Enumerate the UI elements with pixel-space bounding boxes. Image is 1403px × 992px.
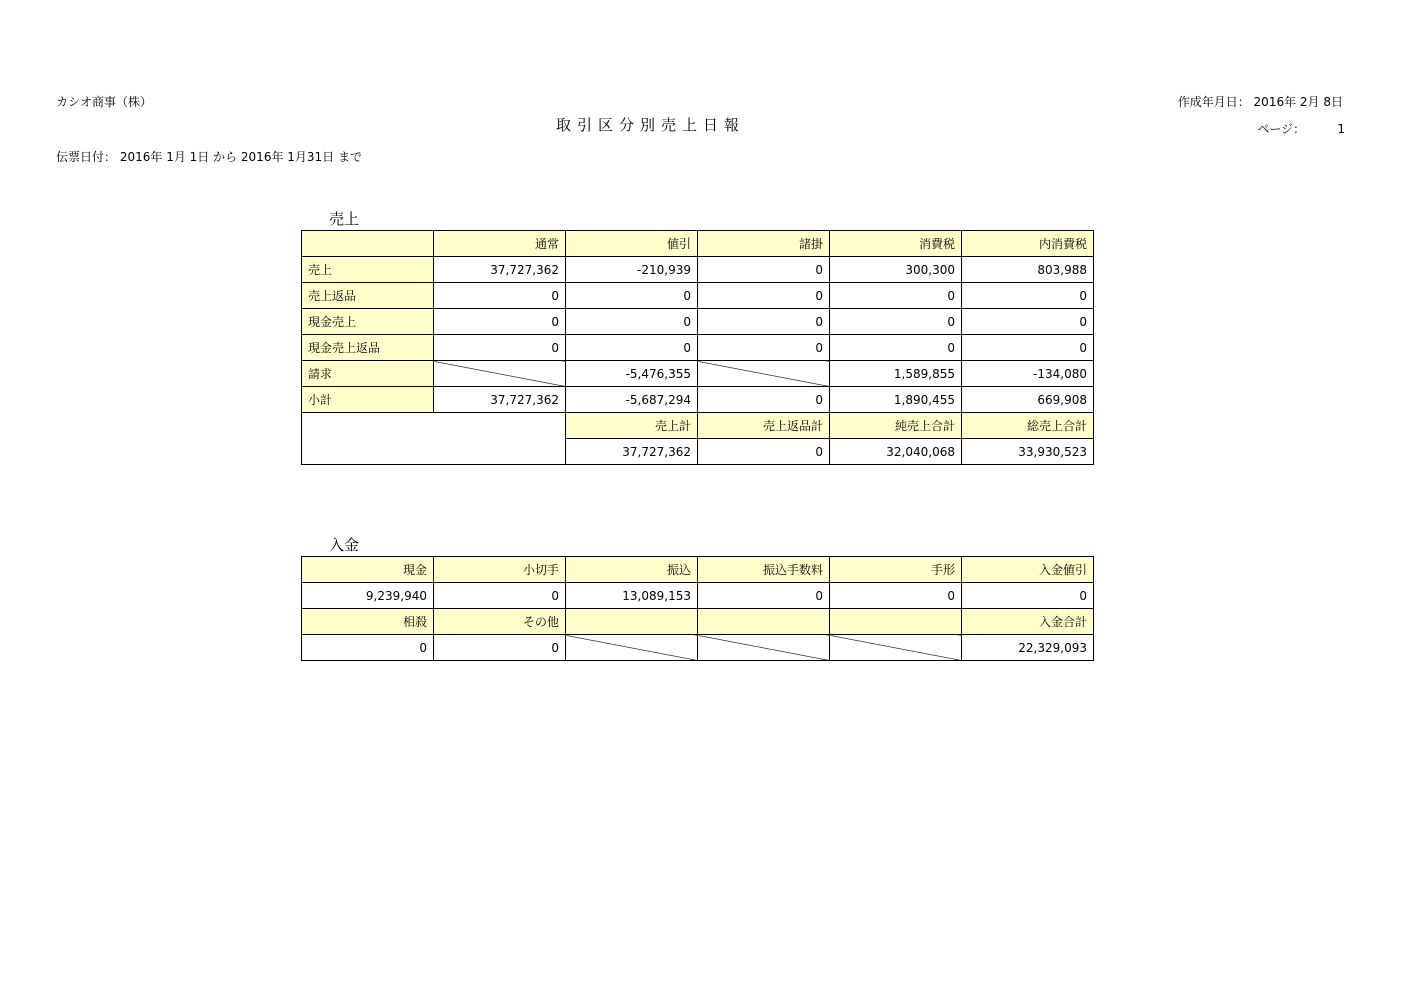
receipts-col-header: 手形 [830,557,962,583]
report-title: 取引区分別売上日報 [556,116,746,134]
created-date [1178,93,1343,110]
totals-header: 総売上合計 [962,413,1094,439]
receipts-col-header: 相殺 [302,609,434,635]
totals-value: 0 [698,439,830,465]
sales-table [301,230,1094,465]
page-number: 1 [1337,122,1345,136]
diagonal-cell [830,635,962,661]
table-cell: 0 [566,309,698,335]
receipts-col-header: 振込手数料 [698,557,830,583]
diagonal-cell [698,635,830,661]
row-label: 現金売上 [302,309,434,335]
receipts-col-header [698,609,830,635]
receipts-col-header: 現金 [302,557,434,583]
table-cell: 0 [962,283,1094,309]
table-cell: 0 [698,387,830,413]
table-cell: 0 [962,335,1094,361]
sales-col-header: 値引 [566,231,698,257]
receipts-table [301,556,1094,661]
page-label: ページ： [1257,122,1306,136]
created-label: 作成年月日： [1177,95,1250,109]
table-cell: 0 [830,335,962,361]
table-cell: 0 [434,309,566,335]
table-row [302,361,1094,387]
table-row [302,635,1094,661]
date-range-value: 2016年 1月 1日 から 2016年 1月31日 まで [119,150,362,164]
receipts-col-header: 振込 [566,557,698,583]
row-label: 売上 [302,257,434,283]
totals-value: 33,930,523 [962,439,1094,465]
receipts-col-header: 小切手 [434,557,566,583]
receipts-col-header: 入金値引 [962,557,1094,583]
row-label: 請求 [302,361,434,387]
sales-col-header [302,231,434,257]
table-cell: 22,329,093 [962,635,1094,661]
totals-value: 32,040,068 [830,439,962,465]
company-name: カシオ商事（株） [56,95,153,109]
table-cell: 0 [830,309,962,335]
receipts-header-row [302,609,1094,635]
table-cell: 1,890,455 [830,387,962,413]
diagonal-cell [698,361,830,387]
row-label: 売上返品 [302,283,434,309]
totals-value: 37,727,362 [566,439,698,465]
date-range [56,148,362,165]
table-row [302,283,1094,309]
table-cell: 0 [566,283,698,309]
sales-col-header: 通常 [434,231,566,257]
table-cell: 803,988 [962,257,1094,283]
table-cell: -5,476,355 [566,361,698,387]
table-cell: 0 [302,635,434,661]
table-cell: 0 [434,335,566,361]
table-cell: 13,089,153 [566,583,698,609]
table-cell: 0 [698,583,830,609]
receipts-col-header [830,609,962,635]
table-cell: 1,589,855 [830,361,962,387]
blank-cell [302,413,566,465]
row-label: 小計 [302,387,434,413]
date-range-label: 伝票日付： [56,150,117,164]
table-cell: 0 [434,283,566,309]
table-cell: 0 [566,335,698,361]
table-cell: -5,687,294 [566,387,698,413]
table-cell: 0 [434,583,566,609]
table-cell: 0 [698,335,830,361]
totals-header: 売上計 [566,413,698,439]
table-row [302,257,1094,283]
page-indicator [1257,120,1345,137]
table-cell: 0 [830,583,962,609]
row-label: 現金売上返品 [302,335,434,361]
totals-header-row [302,413,1094,439]
table-cell: 0 [698,309,830,335]
receipts-col-header: 入金合計 [962,609,1094,635]
totals-header: 純売上合計 [830,413,962,439]
receipts-col-header [566,609,698,635]
table-cell: 300,300 [830,257,962,283]
table-cell: 9,239,940 [302,583,434,609]
table-cell: 37,727,362 [434,387,566,413]
receipts-header-row [302,557,1094,583]
table-cell: 0 [698,257,830,283]
table-cell: 37,727,362 [434,257,566,283]
table-cell: 0 [434,635,566,661]
table-cell: -134,080 [962,361,1094,387]
diagonal-cell [566,635,698,661]
table-row [302,583,1094,609]
table-row [302,309,1094,335]
table-cell: 0 [962,309,1094,335]
sales-section-title: 売上 [329,210,360,228]
receipts-col-header: その他 [434,609,566,635]
table-cell: 0 [698,283,830,309]
table-row [302,335,1094,361]
table-cell: 0 [830,283,962,309]
table-cell: -210,939 [566,257,698,283]
receipts-section-title: 入金 [329,536,360,554]
sales-col-header: 内消費税 [962,231,1094,257]
table-cell: 669,908 [962,387,1094,413]
table-row [302,387,1094,413]
sales-col-header: 諸掛 [698,231,830,257]
sales-col-header: 消費税 [830,231,962,257]
sales-header-row [302,231,1094,257]
table-cell: 0 [962,583,1094,609]
totals-header: 売上返品計 [698,413,830,439]
diagonal-cell [434,361,566,387]
created-value: 2016年 2月 8日 [1253,95,1343,109]
